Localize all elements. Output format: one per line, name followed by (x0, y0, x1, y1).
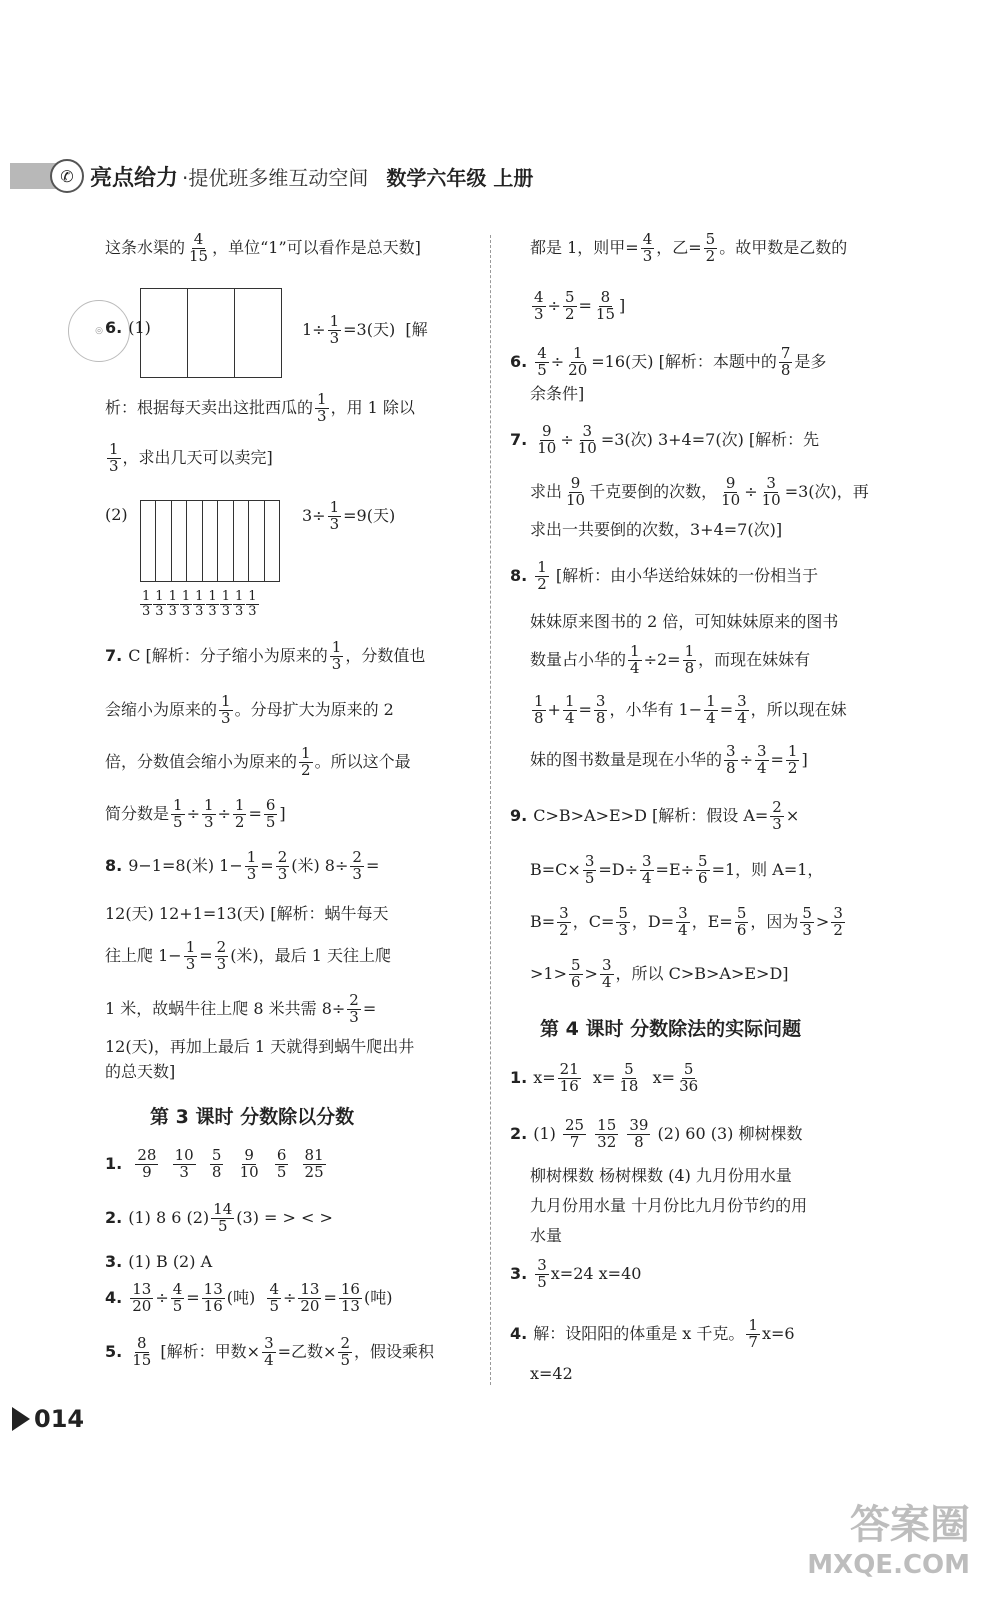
text-line: $\frac{1}{3}$ ，求出几天可以卖完] (109, 440, 273, 475)
text-line: 这条水渠的 $\frac{4}{15}$ ，单位“1”可以看作是总天数] (105, 230, 421, 265)
lesson-3-title: 第 3 课时 分数除以分数 (150, 1106, 355, 1128)
watermark-title: 答案圈 (850, 1502, 970, 1548)
text-line: $\frac{1}{8}$ + $\frac{1}{4}$ = $\frac{3}{8}$ ，小华有 1− $\frac{1}{4}$ = $\frac{3}{4}$ ，所以现在妹 (534, 692, 847, 727)
text-line: 简分数是 $\frac{1}{5}$ ÷ $\frac{1}{3}$ ÷ $\frac{1}{2}$ = $\frac{6}{5}$ ] (105, 796, 286, 831)
text-line: x=42 (530, 1364, 573, 1383)
question-7: 7. C [解析：分子缩小为原来的 $\frac{1}{3}$ ，分数值也 (105, 638, 426, 673)
lesson-4-title: 第 4 课时 分数除法的实际问题 (540, 1018, 802, 1040)
column-divider (490, 235, 491, 1385)
problem-4: 4. $\frac{13}{20}$ ÷ $\frac{4}{5}$ = $\frac{13}{16}$ (吨) $\frac{4}{5}$ ÷ $\frac{13}{20}$ = $\frac{16}{13}$ (吨) (105, 1280, 393, 1315)
question-8: 8. $\frac{1}{2}$ [解析：由小华送给妹妹的一份相当于 (510, 558, 819, 593)
text-line: 倍，分数值会缩小为原来的 $\frac{1}{2}$ 。所以这个最 (105, 744, 411, 779)
text-line: 析：根据每天卖出这批西瓜的 $\frac{1}{3}$ ，用 1 除以 (105, 390, 415, 425)
answer-2: 2. (1) $\frac{25}{7}$ $\frac{15}{32}$ $\frac{39}{8}$ (2) 60 (3) 柳树棵数 (510, 1116, 803, 1151)
text-line: 水量 (530, 1226, 563, 1245)
book-grade: 数学六年级 上册 (386, 165, 534, 190)
question-6-1: 6. (1) (105, 318, 151, 337)
text-line: 妹的图书数量是现在小华的 $\frac{3}{8}$ ÷ $\frac{3}{4}$ = $\frac{1}{2}$ ] (530, 742, 808, 777)
watermark (807, 1493, 970, 1580)
problem-5: 5. $\frac{8}{15}$ [解析：甲数× $\frac{3}{4}$ =乙数× $\frac{2}{5}$ ，假设乘积 (105, 1334, 434, 1369)
question-7: 7. $\frac{9}{10}$ ÷ $\frac{3}{10}$ =3(次) 3+4=7(次) [解析：先 (510, 422, 820, 457)
question-6-2: (2) (105, 505, 128, 524)
text-line: 求出一共要倒的次数，3+4=7(次)] (530, 520, 783, 539)
watermark-url: MXQE.COM (807, 1550, 970, 1580)
text-line: 12(天) 12+1=13(天) [解析：蜗牛每天 (105, 904, 389, 923)
problem-1: 1. $\frac{28}{9}$ $\frac{10}{3}$ $\frac{5}{8}$ $\frac{9}{10}$ $\frac{6}{5}$ $\frac{81}{25}$ (105, 1146, 324, 1181)
phone-logo-icon: ✆ (50, 159, 84, 193)
text-line: 1 米，故蜗牛往上爬 8 米共需 8÷ $\frac{2}{3}$ = (105, 991, 377, 1026)
three-part-diagram (140, 288, 282, 378)
problem-2: 2. (1) 8 6 (2) $\frac{14}{5}$ (3) = > < > (105, 1200, 333, 1235)
text-line: 会缩小为原来的 $\frac{1}{3}$ 。分母扩大为原来的 2 (105, 692, 394, 727)
page-number (12, 1405, 84, 1433)
answer-1: 1. x= $\frac{21}{16}$ x= $\frac{5}{18}$ x= $\frac{5}{36}$ (510, 1060, 699, 1095)
question-9: 9. C>B>A>E>D [解析：假设 A= $\frac{2}{3}$ × (510, 798, 800, 833)
text-line: B= $\frac{3}{2}$ ，C= $\frac{5}{3}$ ，D= $\frac{3}{4}$ ，E= $\frac{5}{6}$ ，因为 $\frac{5}{3}$ > $\frac{3}{2}$ (530, 904, 843, 939)
equation: 3÷ $\frac{1}{3}$ =9(天) (302, 498, 396, 533)
text-line: B=C× $\frac{3}{5}$ =D÷ $\frac{3}{4}$ =E÷ $\frac{5}{6}$ =1，则 A=1， (530, 852, 824, 887)
text-line: 往上爬 1− $\frac{1}{3}$ = $\frac{2}{3}$ (米)，最后 1 天往上爬 (105, 938, 392, 973)
question-6: 6. $\frac{4}{5}$ ÷ $\frac{1}{20}$ =16(天) [解析：本题中的 $\frac{7}{8}$ 是多 (510, 344, 827, 379)
text-line: 柳树棵数 杨树棵数 (4) 九月份用水量 (530, 1166, 792, 1185)
equation: 1÷ $\frac{1}{3}$ =3(天) [解 (302, 312, 428, 347)
play-triangle-icon (12, 1407, 30, 1431)
text-line: 求出 $\frac{9}{10}$ 千克要倒的次数， $\frac{9}{10}$ ÷ $\frac{3}{10}$ =3(次)，再 (530, 474, 869, 509)
ninths-label-row: $\frac{1}{3}$ $\frac{1}{3}$ $\frac{1}{3}$ $\frac{1}{3}$ $\frac{1}{3}$ $\frac{1}{3}$ $\frac{1}{3}$ $\frac{1}{3}$ $\frac{1}{3}$ (142, 589, 257, 619)
page-number-text: 014 (34, 1405, 85, 1433)
answer-4: 4. 解：设阳阳的体重是 x 千克。 $\frac{1}{7}$ x=6 (510, 1316, 795, 1351)
page-header (10, 160, 533, 192)
text-line: 余条件] (530, 384, 585, 403)
text-line: $\frac{4}{3}$ ÷ $\frac{5}{2}$ = $\frac{8}{15}$ ] (534, 288, 626, 323)
text-line: 的总天数] (105, 1062, 176, 1081)
brand-name: 亮点给力 (90, 165, 179, 191)
text-line: 12(天)，再加上最后 1 天就得到蜗牛爬出井 (105, 1037, 415, 1056)
nine-part-diagram (140, 500, 280, 582)
answer-3: 3. $\frac{3}{5}$ x=24 x=40 (510, 1256, 642, 1291)
text-line: 都是 1，则甲= $\frac{4}{3}$ ，乙= $\frac{5}{2}$ 。故甲数是乙数的 (530, 230, 848, 265)
brand-subtitle: ·提优班多维互动空间 (182, 165, 369, 190)
text-line: 九月份用水量 十月份比九月份节约的用 (530, 1196, 808, 1215)
text-line: >1> $\frac{5}{6}$ > $\frac{3}{4}$ ，所以 C>B>A>E>D] (530, 956, 789, 991)
stamp-mark: ◎ (68, 300, 130, 362)
question-8: 8. 9−1=8(米) 1− $\frac{1}{3}$ = $\frac{2}{3}$ (米) 8÷ $\frac{2}{3}$ = (105, 848, 380, 883)
problem-3: 3. (1) B (2) A (105, 1252, 213, 1271)
text-line: 妹妹原来图书的 2 倍，可知妹妹原来的图书 (530, 612, 839, 631)
text-line: 数量占小华的 $\frac{1}{4}$ ÷2= $\frac{1}{8}$ ，而现在妹妹有 (530, 642, 811, 677)
